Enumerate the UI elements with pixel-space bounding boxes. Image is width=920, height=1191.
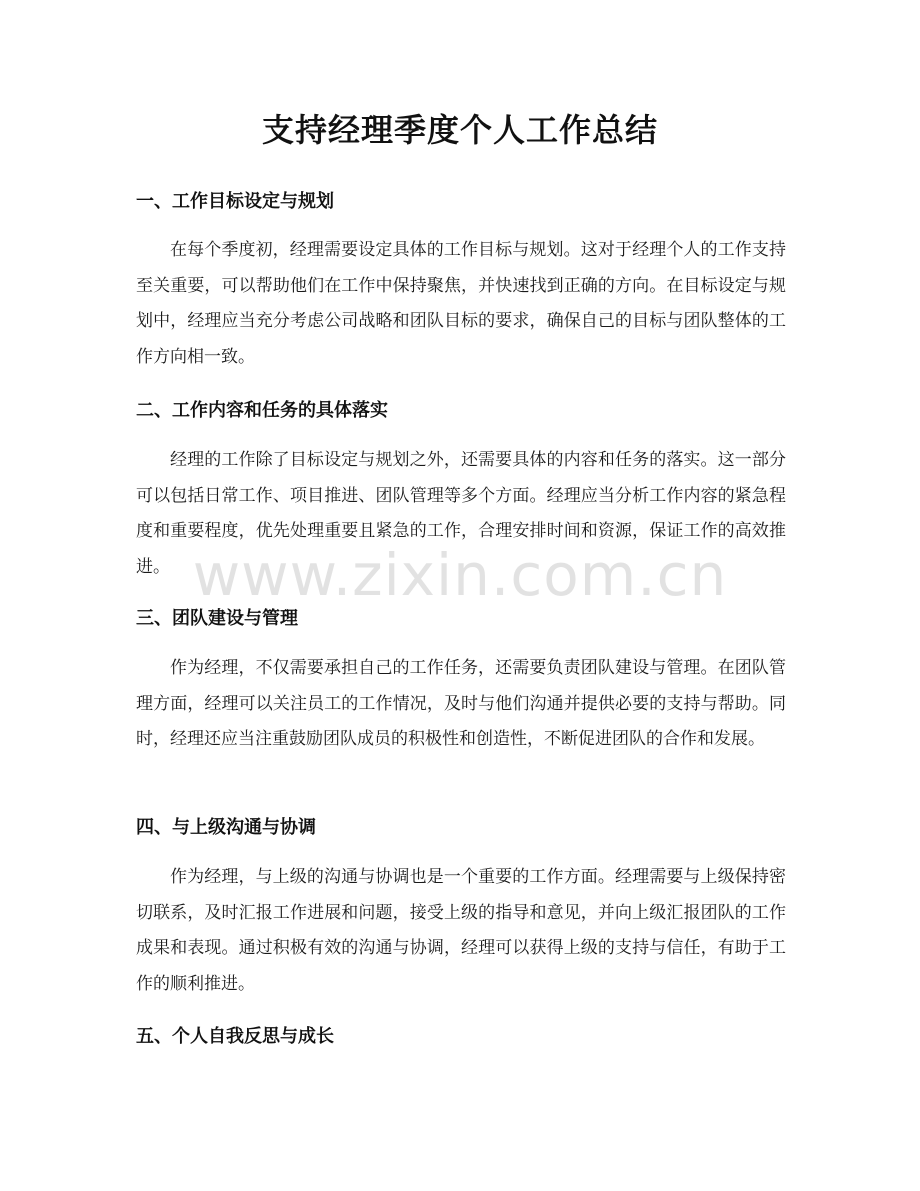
section-paragraph: 经理的工作除了目标设定与规划之外，还需要具体的内容和任务的落实。这一部分可以包括日常工作、项目推进、团队管理等多个方面。经理应当分析工作内容的紧急程度和重要程度，优先处理重要且紧急的工作，合理安排时间和资源，保证工作的高效推进。: [136, 450, 786, 577]
section-paragraph: 作为经理，与上级的沟通与协调也是一个重要的工作方面。经理需要与上级保持密切联系，及时汇报工作进展和问题，接受上级的指导和意见，并向上级汇报团队的工作成果和表现。通过积极有效的沟通与协调，经理可以获得上级的支持与信任，有助于工作的顺利推进。: [136, 867, 786, 994]
section-paragraph: 在每个季度初，经理需要设定具体的工作目标与规划。这对于经理个人的工作支持至关重要，可以帮助他们在工作中保持聚焦，并快速找到正确的方向。在目标设定与规划中，经理应当充分考虑公司战略和团队目标的要求，确保自己的目标与团队整体的工作方向相一致。: [136, 240, 786, 367]
document-title: 支持经理季度个人工作总结: [261, 111, 658, 149]
section-heading: 二、工作内容和任务的具体落实: [136, 400, 388, 421]
section-paragraph: 作为经理，不仅需要承担自己的工作任务，还需要负责团队建设与管理。在团队管理方面，经理可以关注员工的工作情况，及时与他们沟通并提供必要的支持与帮助。同时，经理还应当注重鼓励团队成员的积极性和创造性，不断促进团队的合作和发展。: [136, 658, 786, 749]
section-heading: 四、与上级沟通与协调: [136, 817, 316, 838]
section-heading: 五、个人自我反思与成长: [136, 1026, 334, 1047]
section-heading: 三、团队建设与管理: [136, 608, 298, 629]
watermark: www.zixin.com.cn: [192, 541, 728, 609]
section-heading: 一、工作目标设定与规划: [136, 191, 334, 212]
